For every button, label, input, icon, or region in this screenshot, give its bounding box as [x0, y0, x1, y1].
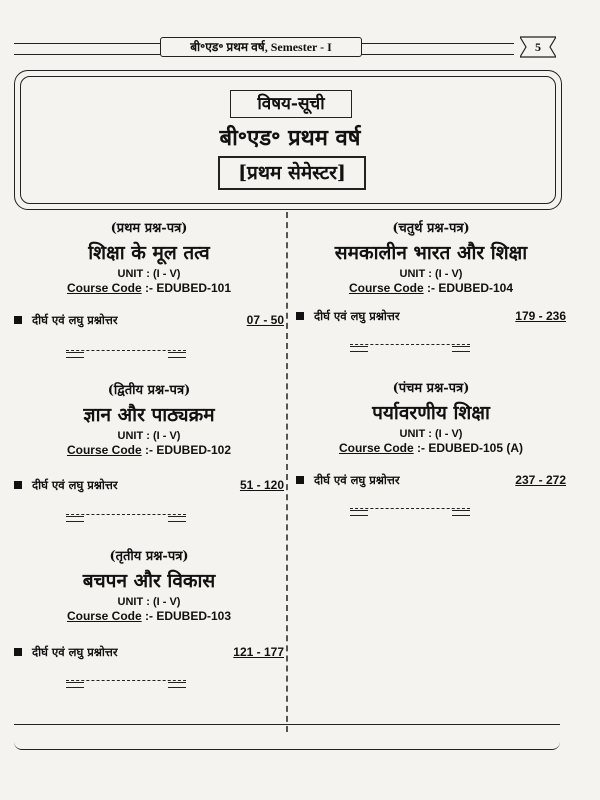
section-separator — [350, 508, 470, 515]
toc-entry-2[interactable] — [14, 477, 284, 495]
paper-1 — [14, 218, 284, 295]
square-bullet-icon — [296, 312, 304, 320]
column-divider — [286, 212, 288, 732]
square-bullet-icon — [14, 648, 22, 656]
course-code: Course Code :- EDUBED-101 — [66, 281, 232, 295]
semester-label: [प्रथम सेमेस्टर] — [218, 156, 366, 190]
paper-4 — [296, 218, 566, 295]
paper-number: (चतुर्थ प्रश्न-पत्र) — [392, 221, 470, 236]
paper-title: शिक्षा के मूल तत्व — [88, 242, 210, 264]
page-range[interactable]: 51 - 120 — [239, 478, 284, 492]
toc-label: विषय-सूची — [230, 90, 352, 118]
unit-range: UNIT : (I - V) — [399, 428, 463, 440]
paper-number: (प्रथम प्रश्न-पत्र) — [110, 221, 188, 236]
page-range[interactable]: 07 - 50 — [246, 313, 284, 327]
entry-label: दीर्घ एवं लघु प्रश्नोत्तर — [314, 309, 400, 323]
paper-2 — [14, 380, 284, 457]
paper-title: पर्यावरणीय शिक्षा — [372, 402, 490, 424]
running-title: बी॰एड॰ प्रथम वर्ष, Semester - I — [160, 37, 362, 57]
unit-range: UNIT : (I - V) — [117, 430, 181, 442]
page-title: बी॰एड॰ प्रथम वर्ष — [219, 125, 361, 151]
entry-label: दीर्घ एवं लघु प्रश्नोत्तर — [314, 473, 400, 487]
square-bullet-icon — [14, 481, 22, 489]
page-number-badge — [520, 35, 556, 59]
toc-entry-3[interactable] — [14, 644, 284, 662]
paper-title: समकालीन भारत और शिक्षा — [334, 242, 528, 264]
unit-range: UNIT : (I - V) — [399, 268, 463, 280]
course-code: Course Code :- EDUBED-103 — [66, 609, 232, 623]
paper-3 — [14, 546, 284, 623]
paper-number: (पंचम प्रश्न-पत्र) — [392, 381, 470, 396]
section-separator — [66, 350, 186, 357]
page-range[interactable]: 237 - 272 — [515, 473, 566, 487]
toc-entry-4[interactable] — [296, 308, 566, 326]
entry-label: दीर्घ एवं लघु प्रश्नोत्तर — [32, 478, 118, 492]
entry-label: दीर्घ एवं लघु प्रश्नोत्तर — [32, 645, 118, 659]
paper-number: (तृतीय प्रश्न-पत्र) — [109, 549, 189, 564]
entry-label: दीर्घ एवं लघु प्रश्नोत्तर — [32, 313, 118, 327]
paper-title: ज्ञान और पाठ्यक्रम — [83, 404, 215, 426]
unit-range: UNIT : (I - V) — [117, 268, 181, 280]
toc-entry-5[interactable] — [296, 472, 566, 490]
course-code: Course Code :- EDUBED-102 — [66, 443, 232, 457]
course-code: Course Code :- EDUBED-105 (A) — [338, 441, 524, 455]
page-number: 5 — [535, 40, 541, 54]
square-bullet-icon — [296, 476, 304, 484]
paper-title: बचपन और विकास — [82, 570, 216, 592]
page-range[interactable]: 179 - 236 — [515, 309, 566, 323]
footer-rule — [14, 724, 560, 750]
course-code: Course Code :- EDUBED-104 — [348, 281, 514, 295]
section-separator — [66, 680, 186, 687]
unit-range: UNIT : (I - V) — [117, 596, 181, 608]
section-separator — [350, 344, 470, 351]
square-bullet-icon — [14, 316, 22, 324]
paper-number: (द्वितीय प्रश्न-पत्र) — [107, 383, 191, 398]
toc-entry-1[interactable] — [14, 312, 284, 330]
paper-5 — [296, 378, 566, 455]
page-range[interactable]: 121 - 177 — [233, 645, 284, 659]
section-separator — [66, 514, 186, 521]
